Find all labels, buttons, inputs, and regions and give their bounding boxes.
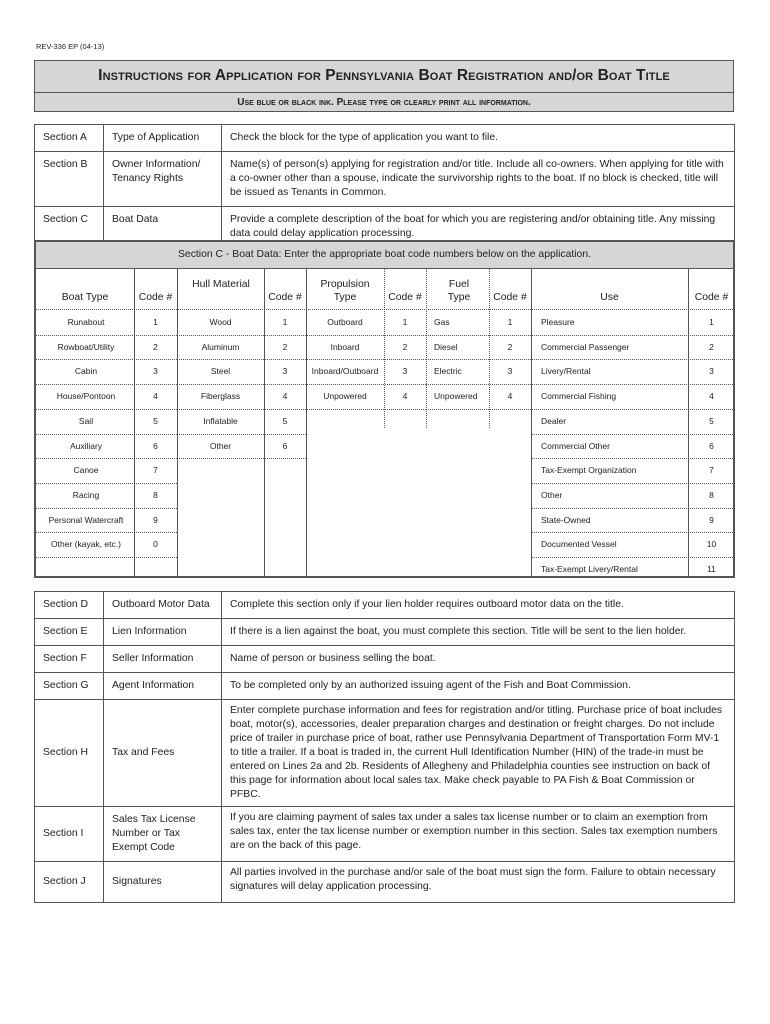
hull-material-code: 4 bbox=[282, 391, 288, 402]
propulsion-type-code: 2 bbox=[402, 341, 408, 352]
section-id: Section E bbox=[35, 619, 104, 646]
header-boat-type: Boat Type bbox=[61, 292, 109, 303]
hull-material-label: Fiberglass bbox=[200, 391, 241, 402]
header-code: Code # bbox=[493, 292, 527, 303]
propulsion-type-label: Inboard bbox=[330, 341, 360, 352]
use-label: Tax-Exempt Organization bbox=[541, 465, 637, 476]
header-propulsion-type: Propulsion Type bbox=[320, 279, 370, 303]
boat-type-code: 7 bbox=[153, 465, 158, 476]
boat-type-label: Racing bbox=[72, 489, 100, 500]
use-code: 5 bbox=[709, 415, 714, 426]
section-text: Complete this section only if your lien holder requires outboard motor data on the title. bbox=[222, 592, 735, 619]
use-label: State-Owned bbox=[541, 514, 591, 525]
form-number: REV-336 EP (04-13) bbox=[36, 42, 105, 51]
code-table-caption: Section C - Boat Data: Enter the appropriate boat code numbers below on the application. bbox=[36, 242, 733, 269]
boat-type-code: 8 bbox=[153, 489, 158, 500]
use-code: 6 bbox=[709, 440, 714, 451]
use-code: 3 bbox=[709, 366, 714, 377]
section-row bbox=[35, 673, 735, 700]
fuel-type-code: 4 bbox=[507, 391, 513, 402]
section-row bbox=[35, 592, 735, 619]
boat-type-label: Sail bbox=[78, 415, 94, 426]
propulsion-type-label: Unpowered bbox=[323, 391, 367, 402]
section-row bbox=[35, 646, 735, 673]
section-text: Name of person or business selling the boat. bbox=[222, 646, 735, 673]
hull-material-label: Other bbox=[209, 440, 232, 451]
fuel-type-label: Electric bbox=[434, 366, 462, 377]
section-name: Agent Information bbox=[104, 673, 222, 700]
hull-material-code: 3 bbox=[282, 366, 288, 377]
hull-material-code: 6 bbox=[282, 440, 288, 451]
fuel-type-label: Diesel bbox=[434, 341, 458, 352]
hull-material-code: 1 bbox=[282, 317, 288, 327]
section-text: Enter complete purchase information and fees for registration and/or titling. Purchase price of boat includes boat, motor(s), accessories, dealer preparation charges and destination or freight charges. Do not include price of trailer in purchase price of boat, rather use Pennsylvania Department of Transportation Form MV-1 to title a trailer. If a boat is traded in, the current Hull Identification Number (HIN) of the trade-in must be entered on Lines 2a and 2b. Residents of Allegheny and Philadelphia counties see instruction on back of this page for information about local sales tax. Make check payable to PA Fish & Boat Commission or PFBC. bbox=[222, 700, 735, 807]
sections-bottom-table bbox=[34, 591, 735, 903]
use-label: Commercial Other bbox=[541, 440, 610, 451]
boat-type-label: House/Pontoon bbox=[56, 391, 116, 402]
section-name: Type of Application bbox=[104, 125, 222, 152]
use-code: 10 bbox=[706, 539, 717, 550]
sections-top-table bbox=[34, 124, 735, 248]
propulsion-type-code: 3 bbox=[402, 366, 408, 377]
section-row bbox=[35, 862, 735, 903]
boat-type-label: Canoe bbox=[73, 465, 99, 476]
boat-type-code: 1 bbox=[153, 317, 158, 327]
section-text: Name(s) of person(s) applying for registration and/or title. Include all co-owners. When applying for title with a co-owner other than a spouse, indicate the survivorship rights to the boat. If no block is checked, title will be issued as Tenants in Common. bbox=[222, 152, 735, 207]
boat-type-label: Auxiliary bbox=[69, 440, 103, 451]
header-use: Use bbox=[600, 292, 619, 303]
use-label: Documented Vessel bbox=[541, 539, 617, 550]
header-code: Code # bbox=[268, 292, 302, 303]
hull-material-code: 5 bbox=[282, 415, 288, 426]
fuel-type-label: Unpowered bbox=[434, 391, 478, 402]
section-text: Provide a complete description of the boat for which you are registering and/or obtaining title. Any missing data could delay application processing. bbox=[222, 207, 735, 248]
use-code: 2 bbox=[709, 341, 714, 352]
propulsion-type-code: 1 bbox=[402, 317, 408, 327]
boat-type-label: Runabout bbox=[67, 317, 105, 327]
section-row bbox=[35, 619, 735, 646]
fuel-type-code: 2 bbox=[507, 341, 513, 352]
section-id: Section D bbox=[35, 592, 104, 619]
section-row bbox=[35, 700, 735, 807]
header-code: Code # bbox=[388, 292, 422, 303]
section-id: Section A bbox=[35, 125, 104, 152]
boat-code-table bbox=[34, 240, 735, 578]
section-text: If you are claiming payment of sales tax under a sales tax license number or to claim an exemption from sales tax, enter the tax license number or exemption number in this section. Sales tax exemption numbers are on the back of this page. bbox=[222, 807, 735, 862]
boat-type-label: Personal Watercraft bbox=[48, 514, 124, 525]
use-code: 7 bbox=[709, 465, 714, 476]
section-id: Section I bbox=[35, 807, 104, 862]
use-label: Dealer bbox=[541, 415, 567, 426]
use-code: 1 bbox=[709, 317, 714, 327]
use-code: 4 bbox=[709, 391, 714, 402]
title-banner bbox=[34, 60, 734, 112]
use-label: Commercial Passenger bbox=[541, 341, 630, 352]
section-text: All parties involved in the purchase and/or sale of the boat must sign the form. Failure to obtain necessary signatures will delay application processing. bbox=[222, 862, 735, 903]
section-row bbox=[35, 807, 735, 862]
use-label: Other bbox=[541, 489, 563, 500]
section-text: Check the block for the type of application you want to file. bbox=[222, 125, 735, 152]
hull-material-label: Wood bbox=[209, 317, 232, 327]
hull-material-label: Aluminum bbox=[201, 341, 240, 352]
boat-type-code: 9 bbox=[153, 514, 158, 525]
propulsion-type-label: Inboard/Outboard bbox=[311, 366, 379, 377]
fuel-type-code: 1 bbox=[507, 317, 513, 327]
section-id: Section H bbox=[35, 700, 104, 807]
header-fuel-type: Fuel Type bbox=[447, 279, 471, 303]
boat-type-code: 3 bbox=[153, 366, 158, 377]
section-id: Section C bbox=[35, 207, 104, 248]
section-name: Owner Information/ Tenancy Rights bbox=[104, 152, 222, 207]
page-title: Instructions for Application for Pennsylvania Boat Registration and/or Boat Title bbox=[98, 67, 670, 84]
use-code: 9 bbox=[709, 514, 714, 525]
section-text: To be completed only by an authorized issuing agent of the Fish and Boat Commission. bbox=[222, 673, 735, 700]
section-name: Tax and Fees bbox=[104, 700, 222, 807]
page-subtitle: Use blue or black ink. Please type or clearly print all information. bbox=[35, 92, 733, 113]
section-name: Lien Information bbox=[104, 619, 222, 646]
boat-type-code: 5 bbox=[153, 415, 158, 426]
section-name: Signatures bbox=[104, 862, 222, 903]
fuel-type-label: Gas bbox=[434, 317, 450, 327]
section-id: Section G bbox=[35, 673, 104, 700]
boat-type-label: Rowboat/Utility bbox=[57, 341, 115, 352]
boat-type-code: 2 bbox=[153, 341, 158, 352]
header-hull-material: Hull Material bbox=[192, 279, 250, 290]
boat-type-label: Cabin bbox=[74, 366, 98, 377]
section-row bbox=[35, 125, 735, 152]
use-label: Pleasure bbox=[541, 317, 575, 327]
propulsion-type-label: Outboard bbox=[327, 317, 363, 327]
section-name: Boat Data bbox=[104, 207, 222, 248]
use-label: Livery/Rental bbox=[541, 366, 591, 377]
section-row bbox=[35, 152, 735, 207]
boat-type-code: 4 bbox=[153, 391, 158, 402]
use-label: Commercial Fishing bbox=[541, 391, 617, 402]
hull-material-label: Inflatable bbox=[203, 415, 238, 426]
use-code: 8 bbox=[709, 489, 714, 500]
hull-material-code: 2 bbox=[282, 341, 288, 352]
section-name: Outboard Motor Data bbox=[104, 592, 222, 619]
use-label: Tax-Exempt Livery/Rental bbox=[541, 564, 638, 574]
header-code: Code # bbox=[694, 292, 729, 303]
section-id: Section F bbox=[35, 646, 104, 673]
boat-type-label: Other (kayak, etc.) bbox=[51, 539, 121, 550]
fuel-type-code: 3 bbox=[507, 366, 513, 377]
section-name: Sales Tax License Number or Tax Exempt Code bbox=[104, 807, 222, 862]
section-id: Section J bbox=[35, 862, 104, 903]
section-id: Section B bbox=[35, 152, 104, 207]
section-text: If there is a lien against the boat, you must complete this section. Title will be sent to the lien holder. bbox=[222, 619, 735, 646]
header-code: Code # bbox=[138, 292, 173, 303]
section-name: Seller Information bbox=[104, 646, 222, 673]
hull-material-label: Steel bbox=[210, 366, 231, 377]
boat-type-code: 6 bbox=[153, 440, 158, 451]
propulsion-type-code: 4 bbox=[402, 391, 408, 402]
boat-type-code: 0 bbox=[153, 539, 158, 550]
use-code: 11 bbox=[707, 564, 716, 574]
